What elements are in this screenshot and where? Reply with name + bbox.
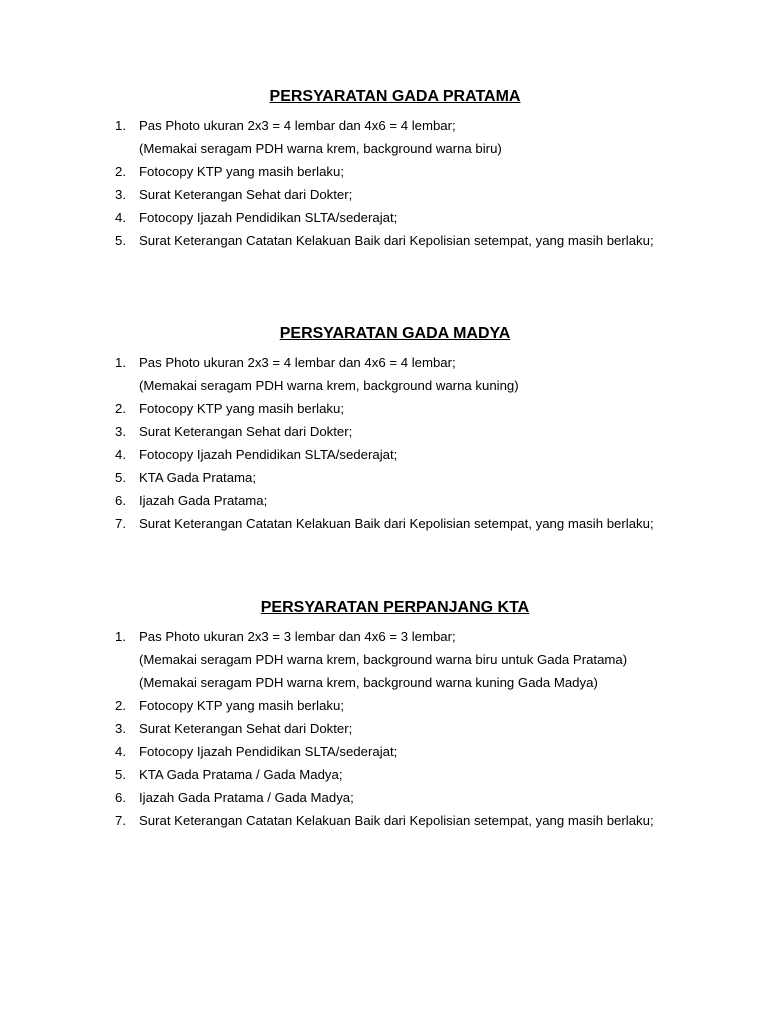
item-number: 5.	[115, 233, 126, 248]
item-number: 6.	[115, 790, 126, 805]
list-item	[115, 809, 675, 832]
list-item	[115, 625, 675, 694]
item-text: KTA Gada Pratama / Gada Madya;	[139, 767, 343, 782]
list-item	[115, 786, 675, 809]
item-text: Fotocopy Ijazah Pendidikan SLTA/sederajat;	[139, 744, 398, 759]
item-number: 7.	[115, 516, 126, 531]
item-number: 3.	[115, 187, 126, 202]
section-title: PERSYARATAN PERPANJANG KTA	[260, 599, 530, 616]
section-title: PERSYARATAN GADA MADYA	[279, 325, 511, 342]
item-text: Fotocopy KTP yang masih berlaku;	[139, 698, 344, 713]
list-item	[115, 160, 675, 183]
item-text: Surat Keterangan Sehat dari Dokter;	[139, 424, 353, 439]
list-item	[115, 717, 675, 740]
item-number: 2.	[115, 401, 126, 416]
item-text: KTA Gada Pratama;	[139, 470, 257, 485]
item-text: Ijazah Gada Pratama / Gada Madya;	[139, 790, 354, 805]
item-note: (Memakai seragam PDH warna krem, background warna biru untuk Gada Pratama)	[139, 652, 628, 667]
item-text: Pas Photo ukuran 2x3 = 3 lembar dan 4x6 = 3 lembar;	[139, 629, 456, 644]
list-item	[115, 489, 675, 512]
list-item	[115, 740, 675, 763]
item-text: Pas Photo ukuran 2x3 = 4 lembar dan 4x6 = 4 lembar;	[139, 118, 456, 133]
item-number: 1.	[115, 355, 126, 370]
list-item	[115, 420, 675, 443]
list-item	[115, 229, 675, 252]
item-number: 7.	[115, 813, 126, 828]
list-item	[115, 763, 675, 786]
item-number: 3.	[115, 424, 126, 439]
item-number: 4.	[115, 447, 126, 462]
item-text: Fotocopy Ijazah Pendidikan SLTA/sederajat;	[139, 447, 398, 462]
section-gada-pratama	[115, 86, 675, 252]
list-item	[115, 397, 675, 420]
item-number: 4.	[115, 744, 126, 759]
item-note: (Memakai seragam PDH warna krem, background warna kuning Gada Madya)	[139, 675, 598, 690]
item-number: 2.	[115, 698, 126, 713]
list-item	[115, 512, 675, 535]
item-number: 5.	[115, 767, 126, 782]
item-text: Fotocopy Ijazah Pendidikan SLTA/sederajat;	[139, 210, 398, 225]
item-note: (Memakai seragam PDH warna krem, background warna kuning)	[139, 378, 519, 393]
item-text: Surat Keterangan Catatan Kelakuan Baik dari Kepolisian setempat, yang masih berlaku;	[139, 233, 654, 248]
item-text: Ijazah Gada Pratama;	[139, 493, 268, 508]
requirement-list	[115, 625, 675, 832]
item-text: Fotocopy KTP yang masih berlaku;	[139, 164, 344, 179]
list-item	[115, 351, 675, 397]
item-text: Surat Keterangan Catatan Kelakuan Baik dari Kepolisian setempat, yang masih berlaku;	[139, 516, 654, 531]
list-item	[115, 466, 675, 489]
item-text: Surat Keterangan Catatan Kelakuan Baik dari Kepolisian setempat, yang masih berlaku;	[139, 813, 654, 828]
list-item	[115, 114, 675, 160]
item-text: Surat Keterangan Sehat dari Dokter;	[139, 187, 353, 202]
section-perpanjang-kta	[115, 597, 675, 832]
list-item	[115, 443, 675, 466]
section-gada-madya	[115, 323, 675, 535]
section-title: PERSYARATAN GADA PRATAMA	[269, 88, 521, 105]
item-text: Surat Keterangan Sehat dari Dokter;	[139, 721, 353, 736]
list-item	[115, 694, 675, 717]
item-number: 5.	[115, 470, 126, 485]
item-number: 3.	[115, 721, 126, 736]
list-item	[115, 206, 675, 229]
item-text: Fotocopy KTP yang masih berlaku;	[139, 401, 344, 416]
item-number: 4.	[115, 210, 126, 225]
list-item	[115, 183, 675, 206]
item-text: Pas Photo ukuran 2x3 = 4 lembar dan 4x6 = 4 lembar;	[139, 355, 456, 370]
item-note: (Memakai seragam PDH warna krem, background warna biru)	[139, 141, 502, 156]
item-number: 2.	[115, 164, 126, 179]
requirement-list	[115, 351, 675, 535]
item-number: 6.	[115, 493, 126, 508]
item-number: 1.	[115, 629, 126, 644]
requirement-list	[115, 114, 675, 252]
item-number: 1.	[115, 118, 126, 133]
